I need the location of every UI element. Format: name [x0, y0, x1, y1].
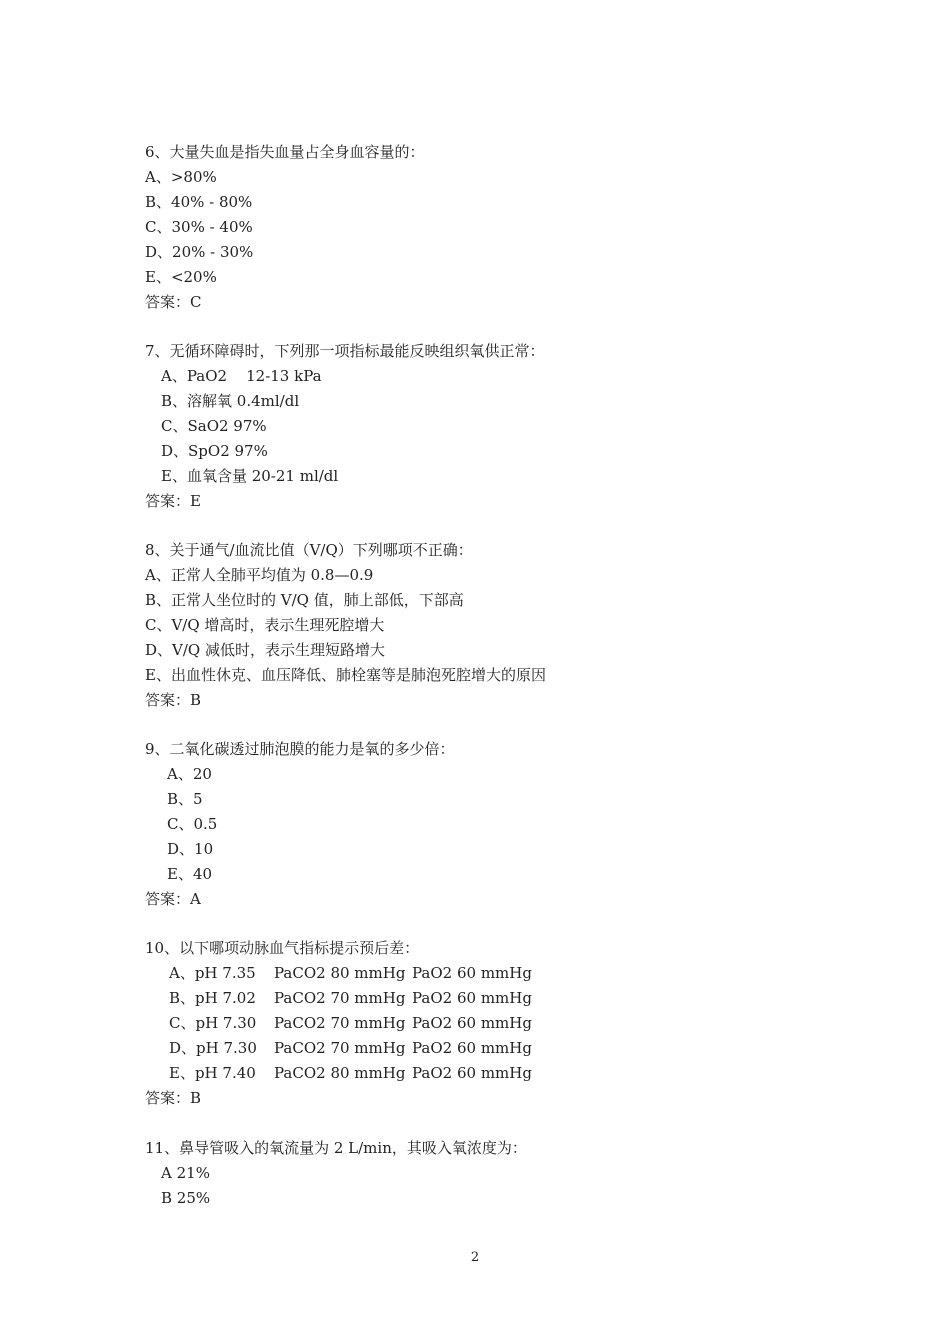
option: A、>80% — [145, 168, 217, 186]
option-pao2: PaO2 60 mmHg — [412, 989, 532, 1007]
question-9 — [145, 737, 845, 912]
option: E、出血性休克、血压降低、肺栓塞等是肺泡死腔增大的原因 — [145, 666, 546, 684]
question-7 — [145, 339, 845, 514]
option: C、30% - 40% — [145, 218, 253, 236]
option-paco2: PaCO2 70 mmHg — [274, 1014, 406, 1032]
option: E、40 — [167, 865, 213, 883]
option: B、40% - 80% — [145, 193, 253, 211]
answer: 答案：E — [145, 492, 201, 510]
option-pao2: PaO2 60 mmHg — [412, 964, 532, 982]
option: E、血氧含量 20-21 ml/dl — [161, 467, 339, 485]
option: D、10 — [167, 840, 214, 858]
option: C、SaO2 97% — [161, 417, 267, 435]
question-stem: 6、大量失血是指失血量占全身血容量的： — [145, 143, 425, 161]
answer: 答案：C — [145, 293, 202, 311]
option — [145, 1011, 845, 1036]
option: B、正常人坐位时的 V/Q 值，肺上部低，下部高 — [145, 591, 464, 609]
option: A 21% — [161, 1164, 210, 1182]
option: B、5 — [167, 790, 203, 808]
option-paco2: PaCO2 80 mmHg — [274, 1064, 406, 1082]
option-pao2: PaO2 60 mmHg — [412, 1064, 532, 1082]
question-8 — [145, 538, 845, 713]
option: A、正常人全肺平均值为 0.8—0.9 — [145, 566, 374, 584]
option: A、PaO2 12-13 kPa — [161, 367, 322, 385]
option: E、<20% — [145, 268, 217, 286]
question-stem: 8、关于通气/血流比值（V/Q）下列哪项不正确： — [145, 541, 473, 559]
option-pao2: PaO2 60 mmHg — [412, 1039, 532, 1057]
option — [145, 1036, 845, 1061]
option: C、0.5 — [167, 815, 218, 833]
option: A、20 — [167, 765, 212, 783]
option-ph: E、pH 7.40 — [169, 1064, 256, 1082]
answer: 答案：B — [145, 1089, 202, 1107]
option-paco2: PaCO2 70 mmHg — [274, 1039, 406, 1057]
option-pao2: PaO2 60 mmHg — [412, 1014, 532, 1032]
option — [145, 1061, 845, 1086]
page-number: 2 — [470, 1250, 480, 1265]
option-ph: A、pH 7.35 — [169, 964, 256, 982]
question-6 — [145, 140, 845, 315]
option-ph: C、pH 7.30 — [169, 1014, 257, 1032]
option: B、溶解氧 0.4ml/dl — [161, 392, 300, 410]
option-paco2: PaCO2 70 mmHg — [274, 989, 406, 1007]
option: B 25% — [161, 1189, 211, 1207]
answer: 答案：B — [145, 691, 202, 709]
question-10 — [145, 936, 845, 1111]
answer: 答案：A — [145, 890, 201, 908]
option: D、SpO2 97% — [161, 442, 268, 460]
question-stem: 10、以下哪项动脉血气指标提示预后差： — [145, 939, 420, 957]
option: C、V/Q 增高时，表示生理死腔增大 — [145, 616, 385, 634]
option-paco2: PaCO2 80 mmHg — [274, 964, 406, 982]
question-stem: 7、无循环障碍时，下列那一项指标最能反映组织氧供正常： — [145, 342, 545, 360]
option — [145, 986, 845, 1011]
option-ph: D、pH 7.30 — [169, 1039, 257, 1057]
option-ph: B、pH 7.02 — [169, 989, 256, 1007]
option: D、20% - 30% — [145, 243, 254, 261]
option — [145, 961, 845, 986]
question-stem: 9、二氧化碳透过肺泡膜的能力是氧的多少倍： — [145, 740, 455, 758]
question-stem: 11、鼻导管吸入的氧流量为 2 L/min，其吸入氧浓度为： — [145, 1139, 527, 1157]
question-11 — [145, 1136, 845, 1211]
option: D、V/Q 减低时，表示生理短路增大 — [145, 641, 385, 659]
